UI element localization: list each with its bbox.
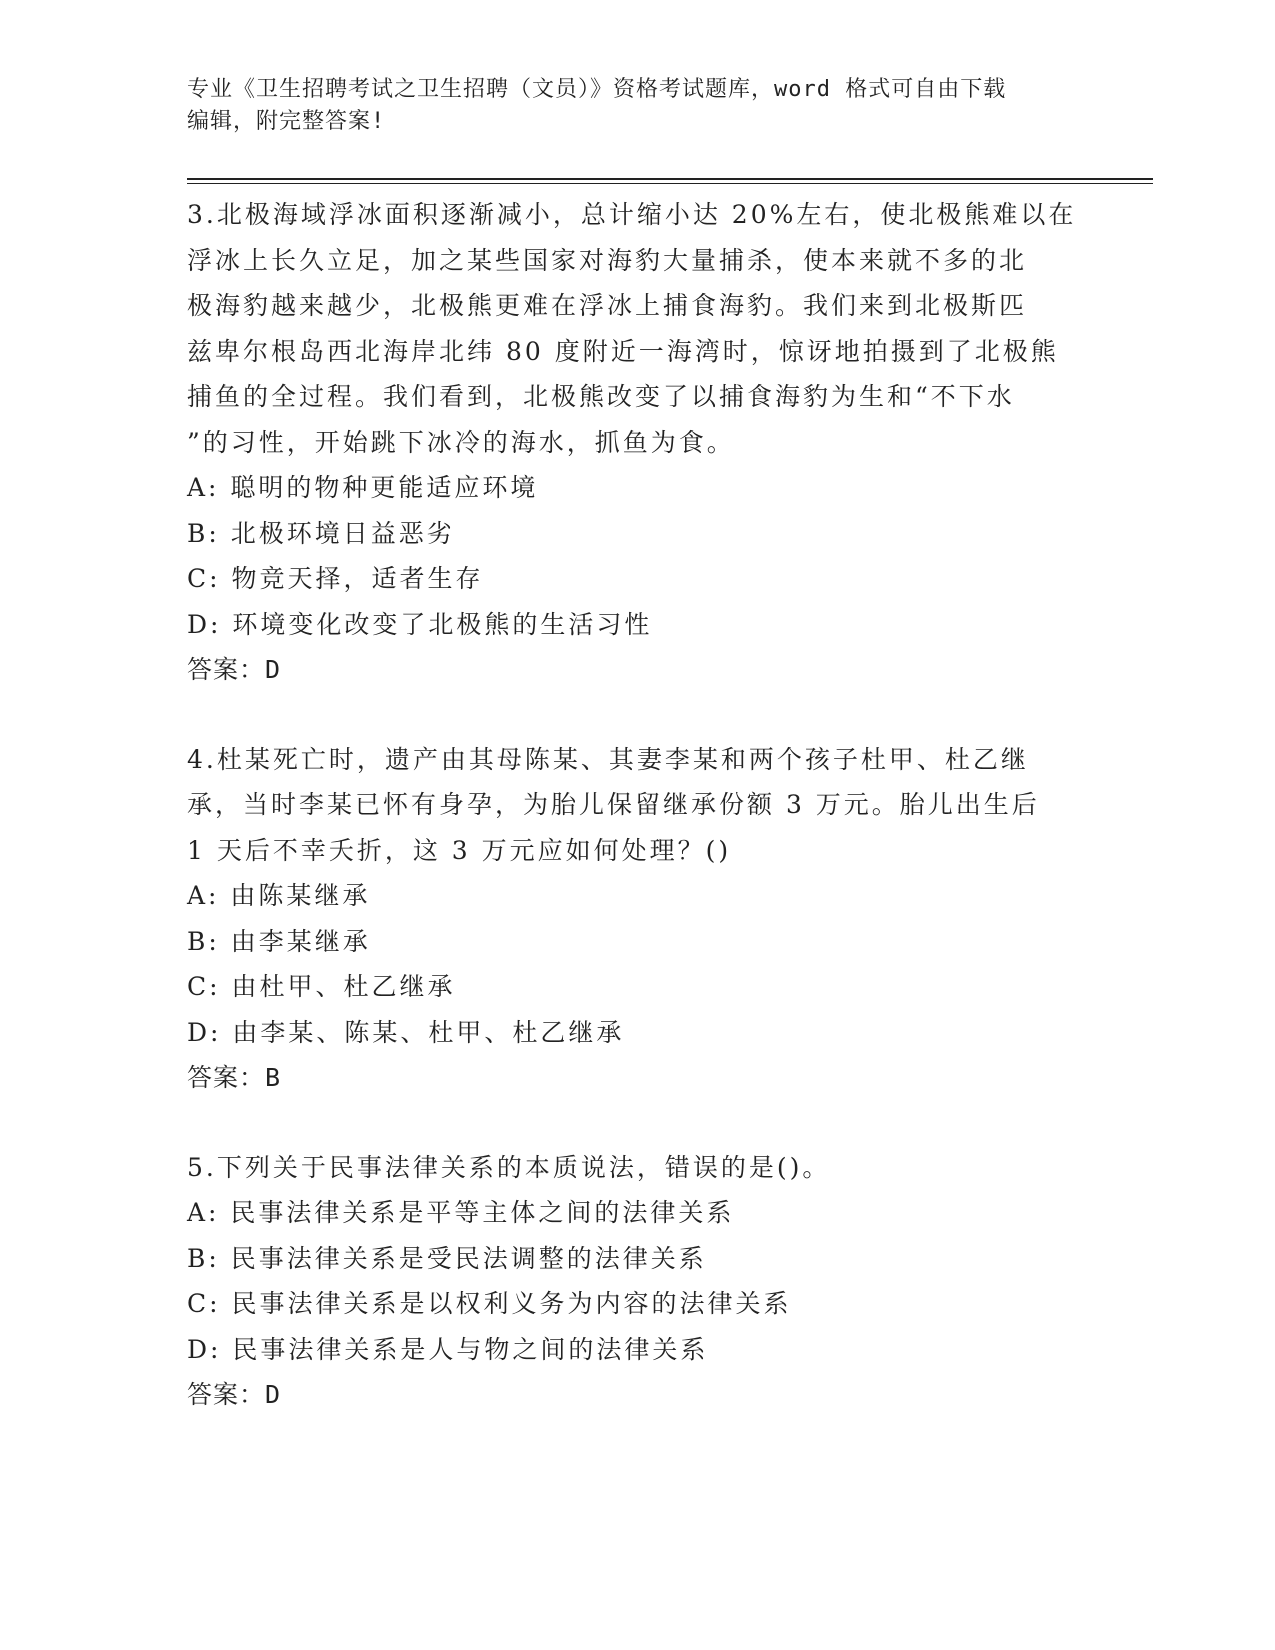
option-c: C: 物竞天择，适者生存: [187, 564, 484, 593]
question-4: [187, 737, 1087, 1101]
question-3: [187, 192, 1087, 693]
question-text: 5.下列关于民事法律关系的本质说法，错误的是()。: [187, 1152, 831, 1182]
option-d: D: 由李某、陈某、杜甲、杜乙继承: [187, 1017, 625, 1047]
question-text: 3.北极海域浮冰面积逐渐减小，总计缩小达 20%左右，使北极熊难以在 浮冰上长久立足，加之某些国家对海豹大量捕杀，使本来就不多的北 极海豹越来越少，北极熊更难在浮冰上捕食海豹。我们来到北极斯匹 兹卑尔根岛西北海岸北纬 80 度附近一海湾时，惊讶地拍摄到了北极熊 捕鱼的全过程。我们看到，北极熊改变了以捕食海豹为生和“不下水 ”的习性，开始跳下冰冷的海水，抓鱼为食。: [187, 200, 1077, 457]
option-a: A: 聪明的物种更能适应环境: [187, 473, 539, 502]
answer: 答案：D: [187, 655, 282, 684]
option-a: A: 民事法律关系是平等主体之间的法律关系: [187, 1198, 735, 1227]
option-d: D: 环境变化改变了北极熊的生活习性: [187, 609, 653, 639]
header-line-1: 专业《卫生招聘考试之卫生招聘（文员）》资格考试题库，word 格式可自由下载: [187, 77, 1007, 102]
header-divider-thin: [187, 183, 1153, 184]
answer: 答案：B: [187, 1063, 282, 1092]
option-a: A: 由陈某继承: [187, 881, 371, 910]
option-c: C: 民事法律关系是以权利义务为内容的法律关系: [187, 1289, 792, 1318]
option-b: B: 北极环境日益恶劣: [187, 518, 455, 548]
answer: 答案：D: [187, 1380, 282, 1409]
option-c: C: 由杜甲、杜乙继承: [187, 972, 456, 1001]
header-line-2: 编辑，附完整答案!: [187, 109, 386, 134]
option-b: B: 由李某继承: [187, 926, 371, 956]
option-d: D: 民事法律关系是人与物之间的法律关系: [187, 1334, 709, 1364]
question-5: [187, 1145, 1087, 1418]
document-header: [187, 74, 1077, 138]
question-text: 4.杜某死亡时，遗产由其母陈某、其妻李某和两个孩子杜甲、杜乙继 承，当时李某已怀有身孕，为胎儿保留继承份额 3 万元。胎儿出生后 1 天后不幸夭折，这 3 万元应如何处理？(): [187, 744, 1040, 865]
header-divider-thick: [187, 178, 1153, 180]
question-list: [187, 192, 1087, 1462]
option-b: B: 民事法律关系是受民法调整的法律关系: [187, 1243, 707, 1273]
